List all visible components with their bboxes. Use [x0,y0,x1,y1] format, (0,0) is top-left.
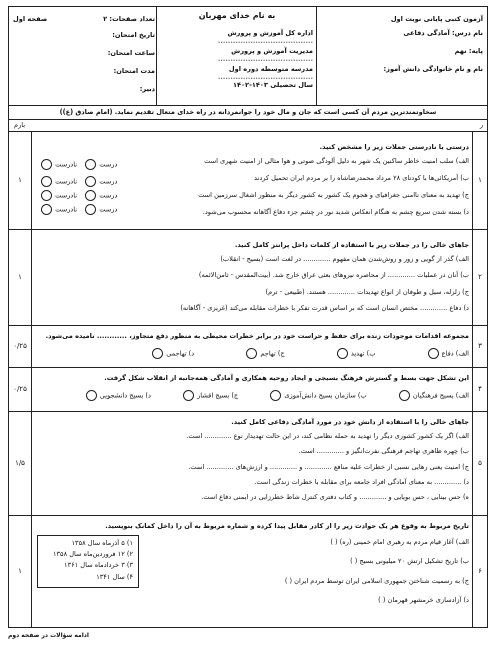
fill-blank-item: الف) گذر از گویی و زور و روش‌شدن همان مفهوم ............. در لغت است (بسیج - انقلاب) [220,255,469,264]
teacher-label: دبیر: [139,85,155,93]
question-title: جاهای خالی را با استفاده از دانش خود در مورد آمادگی دفاعی کامل کنید. [231,418,469,426]
date-option: ۲) ۱۲ فروردین‌ماه سال ۱۳۵۸ [52,550,133,559]
edu-office-line [161,29,313,45]
mc-option-circle[interactable] [337,348,348,359]
false-circle[interactable] [41,159,52,170]
true-circle[interactable] [85,190,96,201]
question-title: درستی یا نادرستی جملات زیر را مشخص کنید. [319,143,469,151]
mc-option-circle[interactable] [86,390,97,401]
mc-option-circle[interactable] [246,348,257,359]
true-option[interactable] [85,204,117,215]
question-title: این تشکل جهت بسط و گسترش فرهنگ بسیجی و ایجاد روحیه همکاری و آمادگی همه‌جانبه از انقلاب شکل گرفت. [104,374,469,382]
fill-blank-item: ج) زلزله، سیل و طوفان از انواع تهدیدات ............. هستند. (طبیعی - ترم) [265,287,469,296]
header-exam-info [9,7,159,105]
date-option: ۱) ۵ آذرماه سال ۱۳۵۸ [71,539,133,547]
mc-option-b[interactable] [337,348,376,359]
question-5 [8,412,488,516]
mc-option-circle[interactable] [152,348,163,359]
mc-option-label: ج) تهاجم [260,349,285,358]
edu-management-dots: ...................................... [217,55,313,64]
edu-office-dots: ...................................... [217,37,313,46]
header-student-info [316,7,487,105]
school-label: مدرسه متوسطه دوره اول [228,65,313,73]
mc-option-b[interactable] [270,390,366,401]
false-option[interactable] [41,176,77,187]
fill-blank-item: ب) آنان در عملیات ............. از محاصره نیروهای بعثی عراق خارج شد. (بیت‌المقدس - ثامن‌الائمه) [198,271,469,280]
fill-blank-item: د) دفاع ............. مختص انسان است که بر اساس قدرت تفکر با خطرات مقابله می‌کند (غریزی - آگاهانه) [180,303,469,312]
edu-management-line [161,47,313,63]
question-title: جاهای خالی را در جملات زیر با استفاده از کلمات داخل پرانتز کامل کنید. [234,241,469,249]
column-header [8,120,488,132]
date-option: ۳) ۳ خردادماه سال ۱۳۶۱ [64,561,133,570]
match-item: الف) آغاز قیام مردم به رهبری امام خمینی (ره) ( ) [330,538,469,547]
school-dots: ...................................... [217,73,313,82]
true-label: درست [99,177,118,186]
edu-management-label: مدیریت آموزش و پرورش [231,47,313,55]
exam-title: آزمون کتبی پایانی نوبت اول [390,15,483,23]
tf-answer-row-d [35,204,117,215]
match-item: د) آزادسازی خرمشهر قهرمان ( ) [378,595,469,604]
question-title: تاریخ مربوط به وقوع هر یک حوادث زیر را از کادر مقابل پیدا کرده و شماره مربوط به آن را داخل کمانک بنویسید. [105,522,469,530]
number-column-header: ر [479,121,483,129]
tf-answer-row-b [35,176,117,187]
mc-option-label: الف) دفاع [441,349,469,358]
mc-option-c[interactable] [183,390,238,401]
exam-page [8,6,488,639]
true-circle[interactable] [85,159,96,170]
exam-time-label: ساعت امتحان: [107,49,155,57]
false-option[interactable] [41,190,77,201]
fill-blank-item: ه) حس بینایی ، حس بویایی و ............. و کتاب دفتری کنترل شاط خطرزایی در ایمنی دفاع است. [201,493,469,502]
exam-header [8,6,488,106]
question-score: ۱/۵ [9,412,32,515]
dates-box [37,535,139,588]
tf-answer-row-c [35,190,117,201]
question-4 [8,368,488,412]
question-number: ۵ [472,412,487,515]
page-label: صفحه اول [13,15,48,23]
date-option: ۴) سال ۱۳۴۱ [96,572,133,581]
mc-option-label: ب) سازمان بسیج دانش‌آموزی [284,391,367,400]
false-option[interactable] [41,159,77,170]
mc-option-label: ج) بسیج اقشار [197,391,239,400]
fill-blank-item: ب) چهره ظاهری تهاجم فرهنگی نفرت‌انگیز و ............. است. [298,447,469,456]
question-number: ۱ [472,132,487,229]
mc-option-label: د) تهاجمی [166,349,195,358]
question-2 [8,230,488,326]
false-circle[interactable] [41,204,52,215]
header-school-info [156,7,317,105]
false-label: نادرست [55,177,78,186]
grade-label: پایه: نهم [454,47,483,55]
mc-option-d[interactable] [152,348,194,359]
true-label: درست [99,160,118,169]
tf-statement: الف) سلب امنیت خاطر ساکنین یک شهر به دلیل آلودگی صوتی و هوا مثالی از امنیت شهری است [204,157,469,166]
question-title: مجموعه اقدامات موجودات زنده برای حفظ و حراست خود در برابر خطرات محیطی به منظور دفع متجاوز، ............ نامیده می‌شود. [45,332,469,340]
tf-statement: ج) تهدید به معنای ناامنی جغرافیای و هجوم یک کشور به کشور دیگر به منظور اشغال سرزمین است [198,191,469,200]
true-label: درست [99,191,118,200]
question-score: ۱ [9,516,32,627]
mc-option-d[interactable] [86,390,151,401]
edu-office-label: اداره کل آموزش و پرورش [227,29,313,37]
mc-option-c[interactable] [246,348,284,359]
pages-count: تعداد صفحات: ۲ [103,15,155,23]
tf-answer-column [35,159,165,225]
bismillah: به نام خدای مهربان [198,11,276,20]
false-circle[interactable] [41,190,52,201]
question-score: ۱ [9,132,32,229]
mc-options [35,390,469,401]
mc-option-a[interactable] [428,348,469,359]
true-circle[interactable] [85,176,96,187]
mc-option-circle[interactable] [399,390,410,401]
true-label: درست [99,205,118,214]
question-score: ۱ [9,230,32,325]
false-option[interactable] [41,204,77,215]
mc-option-label: الف) بسیج فرهنگیان [412,391,469,400]
tf-statement: ب) آمریکائی‌ها با کودتای ۲۸ مرداد محمدرضاشاه را بر مردم ایران تحمیل کردند [254,174,469,183]
continued-note: ادامه سؤالات در صفحه دوم [8,632,89,639]
subject-label: نام درس: آمادگی دفاعی [403,29,483,37]
school-year: سال تحصیلی ۱۴۰۳-۱۴۰۲ [232,81,313,89]
mc-option-circle[interactable] [183,390,194,401]
mc-option-circle[interactable] [428,348,439,359]
mc-option-a[interactable] [399,390,469,401]
false-label: نادرست [55,160,78,169]
fill-blank-item: ج) امنیت یعنی رهایی نسبی از خطرات علیه منافع ............. و ............. و ارزش‌های ............. است. [188,462,469,471]
true-option[interactable] [85,159,117,170]
question-1 [8,132,488,230]
fill-blank-item: الف) اگر یک کشور کشوری دیگر را تهدید به حمله نظامی کند، در این حالت تهدیداز نوع ............. است. [186,432,469,441]
tf-statement: د) بسته شدن سریع چشم به هنگام انعکاس شدید نور در چشم جزء دفاع آگاهانه محسوب می‌شود. [202,208,469,217]
mc-option-label: د) بسیج دانشجویی [99,391,151,400]
mc-option-circle[interactable] [270,390,281,401]
question-number: ۶ [472,516,487,627]
school-line [161,65,313,81]
question-number: ۳ [472,326,487,367]
pages-count-line [13,15,155,23]
false-label: نادرست [55,205,78,214]
fill-blank-item: د) ............. به معنای آمادگی افراد جامعه برای مقابله با خطرات زندگی است. [254,477,469,486]
tf-answer-row-a [35,159,117,170]
question-6 [8,516,488,628]
question-score: ۰/۲۵ [9,368,32,411]
mc-option-label: ب) تهدید [350,349,376,358]
false-circle[interactable] [41,176,52,187]
question-score: ۰/۲۵ [9,326,32,367]
quote-banner: سخاوتمندترین مردم آن کسی است که جان و مال خود را جوانمردانه در راه خدای متعال تقدیم نماید. (امام صادق (ع)) [8,106,488,120]
question-3 [8,326,488,368]
false-label: نادرست [55,191,78,200]
true-circle[interactable] [85,204,96,215]
true-option[interactable] [85,190,117,201]
score-column-header: بارم [14,121,26,129]
student-name-label: نام و نام خانوادگی دانش آموز: [383,65,483,73]
question-number: ۴ [472,368,487,411]
true-option[interactable] [85,176,117,187]
match-item: ب) تاریخ تشکیل ارتش ۲۰ میلیونی بسیج ( ) [350,557,469,566]
question-number: ۲ [472,230,487,325]
exam-date-label: تاریخ امتحان: [112,31,155,39]
mc-options [35,348,469,359]
match-item: ج) به رسمیت شناختن جمهوری اسلامی ایران توسط مردم ایران ( ) [284,576,469,585]
duration-label: مدت امتحان: [113,67,155,75]
